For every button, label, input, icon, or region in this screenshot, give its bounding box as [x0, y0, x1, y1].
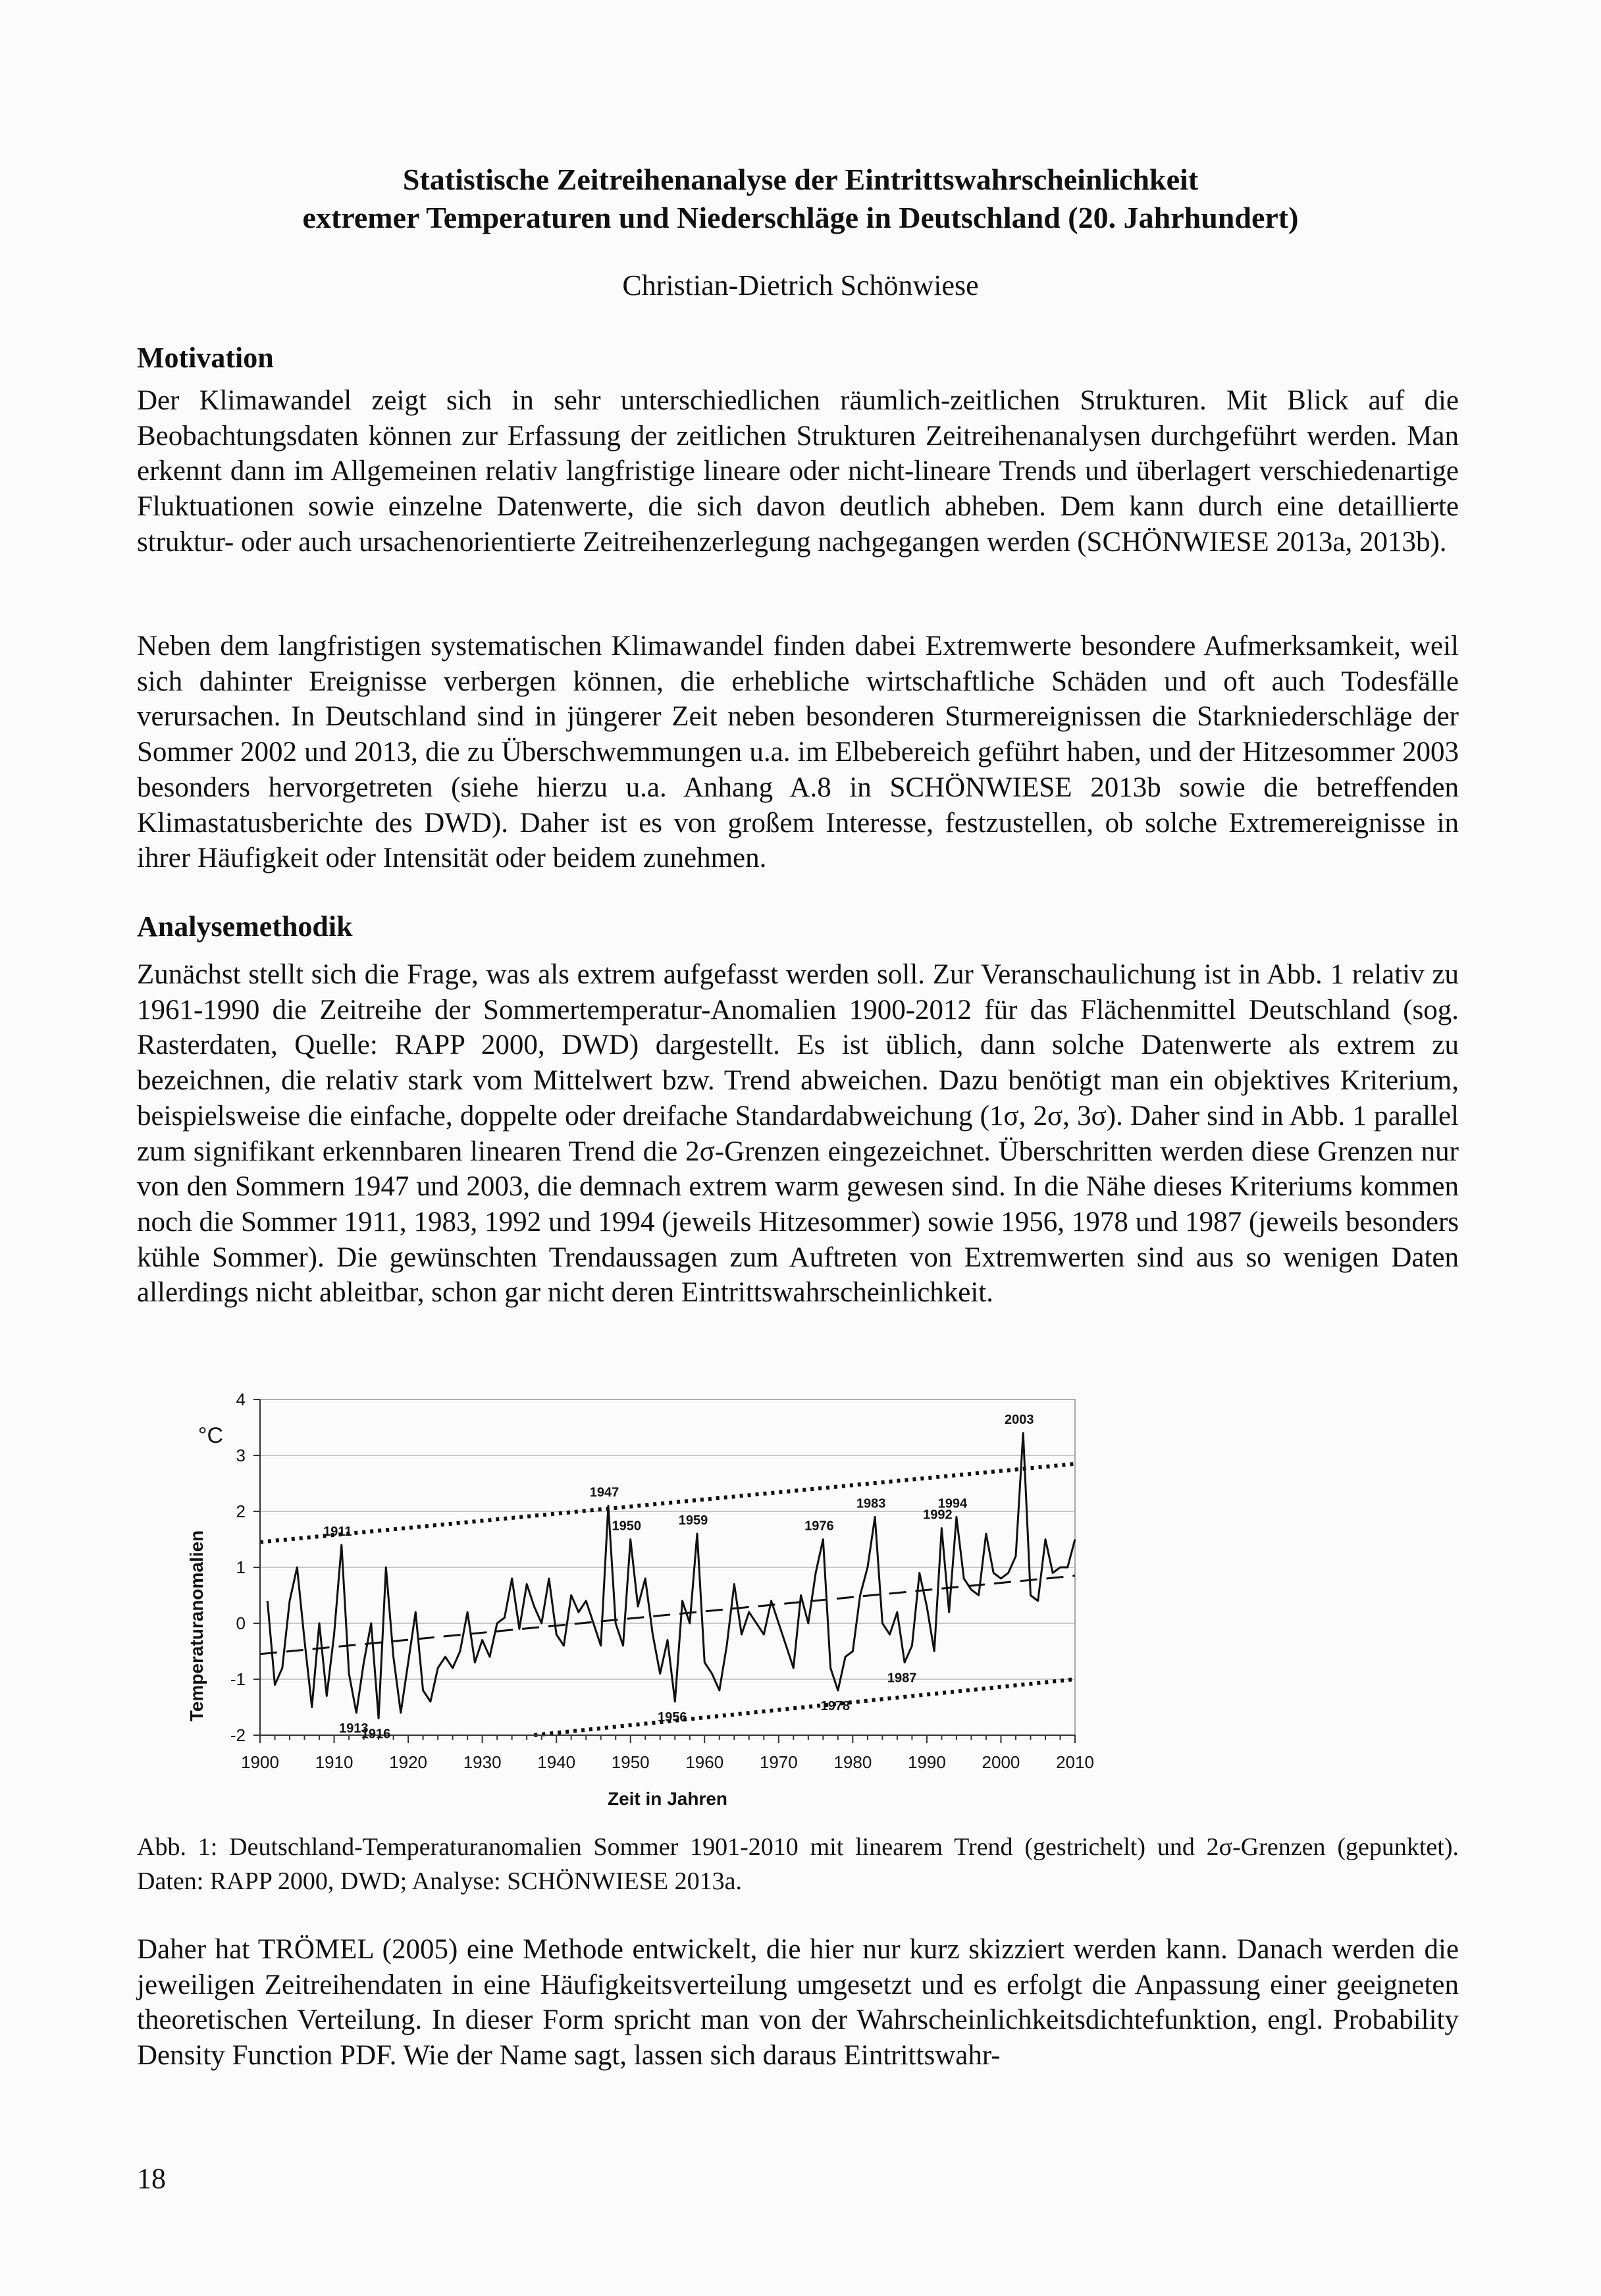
y-axis-label: Temperaturanomalien [186, 1530, 207, 1722]
year-annotation: 1983 [856, 1496, 886, 1511]
year-annotation: 1959 [678, 1513, 708, 1528]
x-tick-label: 1960 [685, 1752, 724, 1772]
section-heading-analysis: Analysemethodik [137, 910, 353, 943]
figure-1 [165, 1376, 1099, 1823]
section-heading-motivation: Motivation [137, 342, 274, 374]
year-annotation: 1978 [820, 1699, 851, 1713]
paragraph-4: Daher hat TRÖMEL (2005) eine Methode entwickelt, die hier nur kurz skizziert werden kann. Danach werden die jeweiligen Zeitreihendaten in eine Häufigkeitsverteilung umgesetzt und es erfolgt die Anpassung einer geeigneten theoretischen Verteilung. In dieser Form spricht man von der Wahrscheinlichkeitsdichtefunktion, engl. Probability Density Function PDF. Wie der Name sagt, lassen sich daraus Eintrittswahr- [137, 1934, 1459, 2072]
page-number: 18 [137, 2162, 166, 2195]
temperature-anomaly-chart [165, 1376, 1099, 1823]
title-line-1: Statistische Zeitreihenanalyse der Eintrittswahrscheinlichkeit [402, 163, 1199, 196]
x-tick-label: 1940 [537, 1752, 576, 1772]
x-tick-label: 2010 [1056, 1752, 1094, 1772]
x-tick-label: 1910 [315, 1752, 354, 1772]
y-axis-unit: °C [197, 1423, 224, 1448]
year-annotation: 1913 [339, 1721, 369, 1736]
y-tick-label: -1 [230, 1669, 246, 1689]
paragraph-1: Der Klimawandel zeigt sich in sehr unterschiedlichen räumlich-zeitlichen Strukturen. Mit Blick auf die Beobachtungsdaten können zur Erfassung der zeitlichen Strukturen Zeitreihenanalysen durchgeführt werden. Man erkennt dann im Allgemeinen relativ langfristige lineare oder nicht-lineare Trends und überlagert verschiedenartige Fluktuationen sowie einzelne Datenwerte, die sich davon deutlich abheben. Dem kann durch eine detaillierte struktur- oder auch ursachenorientierte Zeitreihenzerlegung nachgegangen werden (SCHÖNWIESE 2013a, 2013b). [137, 385, 1459, 558]
sigma-bound-line-dotted [534, 1679, 1075, 1735]
y-tick-label: 4 [236, 1390, 246, 1409]
year-annotation: 1956 [658, 1710, 687, 1725]
year-annotation: 1994 [937, 1496, 968, 1511]
author: Christian-Dietrich Schönwiese [622, 269, 979, 301]
y-tick-label: -2 [230, 1725, 246, 1745]
x-tick-label: 1950 [611, 1752, 650, 1772]
x-tick-label: 1980 [833, 1752, 872, 1772]
year-annotation: 1950 [612, 1519, 641, 1534]
title-line-2: extremer Temperaturen und Niederschläge in Deutschland (20. Jahrhundert) [302, 201, 1299, 234]
x-tick-label: 1920 [389, 1752, 428, 1772]
year-annotation: 1987 [887, 1671, 917, 1686]
x-tick-label: 1990 [907, 1752, 946, 1772]
x-tick-label: 2000 [982, 1752, 1020, 1772]
x-tick-label: 1930 [463, 1752, 502, 1772]
paper-title [0, 161, 1601, 237]
year-annotation: 1916 [361, 1727, 391, 1742]
x-tick-label: 1900 [241, 1752, 279, 1772]
y-tick-label: 1 [236, 1557, 246, 1577]
year-annotation: 1947 [589, 1485, 619, 1500]
year-annotation: 2003 [1004, 1413, 1034, 1427]
y-tick-label: 2 [236, 1501, 246, 1521]
year-annotation: 1976 [804, 1519, 834, 1534]
figure-caption: Abb. 1: Deutschland-Temperaturanomalien Sommer 1901-2010 mit linearem Trend (gestrichelt) und 2σ-Grenzen (gepunktet). Daten: RAPP 2000, DWD; Analyse: SCHÖNWIESE 2013a. [137, 1833, 1459, 1895]
year-annotation: 1911 [323, 1525, 352, 1539]
y-tick-label: 3 [236, 1446, 246, 1465]
y-tick-label: 0 [236, 1613, 246, 1633]
paragraph-2: Neben dem langfristigen systematischen Klimawandel finden dabei Extremwerte besondere Aufmerksamkeit, weil sich dahinter Ereignisse verbergen können, die erhebliche wirtschaftliche Schäden und oft auch Todesfälle verursachen. In Deutschland sind in jüngerer Zeit neben besonderen Sturmereignissen die Starkniederschläge der Sommer 2002 und 2013, die zu Überschwemmungen u.a. im Elbebereich geführt haben, und der Hitzesommer 2003 besonders hervorgetreten (siehe hierzu u.a. Anhang A.8 in SCHÖNWIESE 2013b sowie die betreffenden Klimastatusberichte des DWD). Daher ist es von großem Interesse, festzustellen, ob solche Extremereignisse in ihrer Häufigkeit oder Intensität oder beidem zunehmen. [137, 631, 1459, 874]
year-annotation: 1992 [923, 1507, 953, 1523]
x-tick-label: 1970 [759, 1752, 798, 1772]
x-axis-label: Zeit in Jahren [607, 1788, 728, 1809]
paragraph-3: Zunächst stellt sich die Frage, was als extrem aufgefasst werden soll. Zur Veranschaulichung ist in Abb. 1 relativ zu 1961-1990 die Zeitreihe der Sommertemperatur-Anomalien 1900-2012 für das Flächenmittel Deutschland (sog. Rasterdaten, Quelle: RAPP 2000, DWD) dargestellt. Es ist üblich, dann solche Datenwerte als extrem zu bezeichnen, die relativ stark vom Mittelwert bzw. Trend abweichen. Dazu benötigt man ein objektives Kriterium, beispielsweise die einfache, doppelte oder dreifache Standardabweichung (1σ, 2σ, 3σ). Daher sind in Abb. 1 parallel zum signifikant erkennbaren linearen Trend die 2σ-Grenzen eingezeichnet. Überschritten werden diese Grenzen nur von den Sommern 1947 und 2003, die demnach extrem warm gewesen sind. In die Nähe dieses Kriteriums kommen noch die Sommer 1911, 1983, 1992 und 1994 (jeweils Hitzesommer) sowie 1956, 1978 und 1987 (jeweils besonders kühle Sommer). Die gewünschten Trendaussagen zum Auftreten von Extremwerten sind aus so wenigen Daten allerdings nicht ableitbar, schon gar nicht deren Eintrittswahrscheinlichkeit. [137, 959, 1459, 1309]
